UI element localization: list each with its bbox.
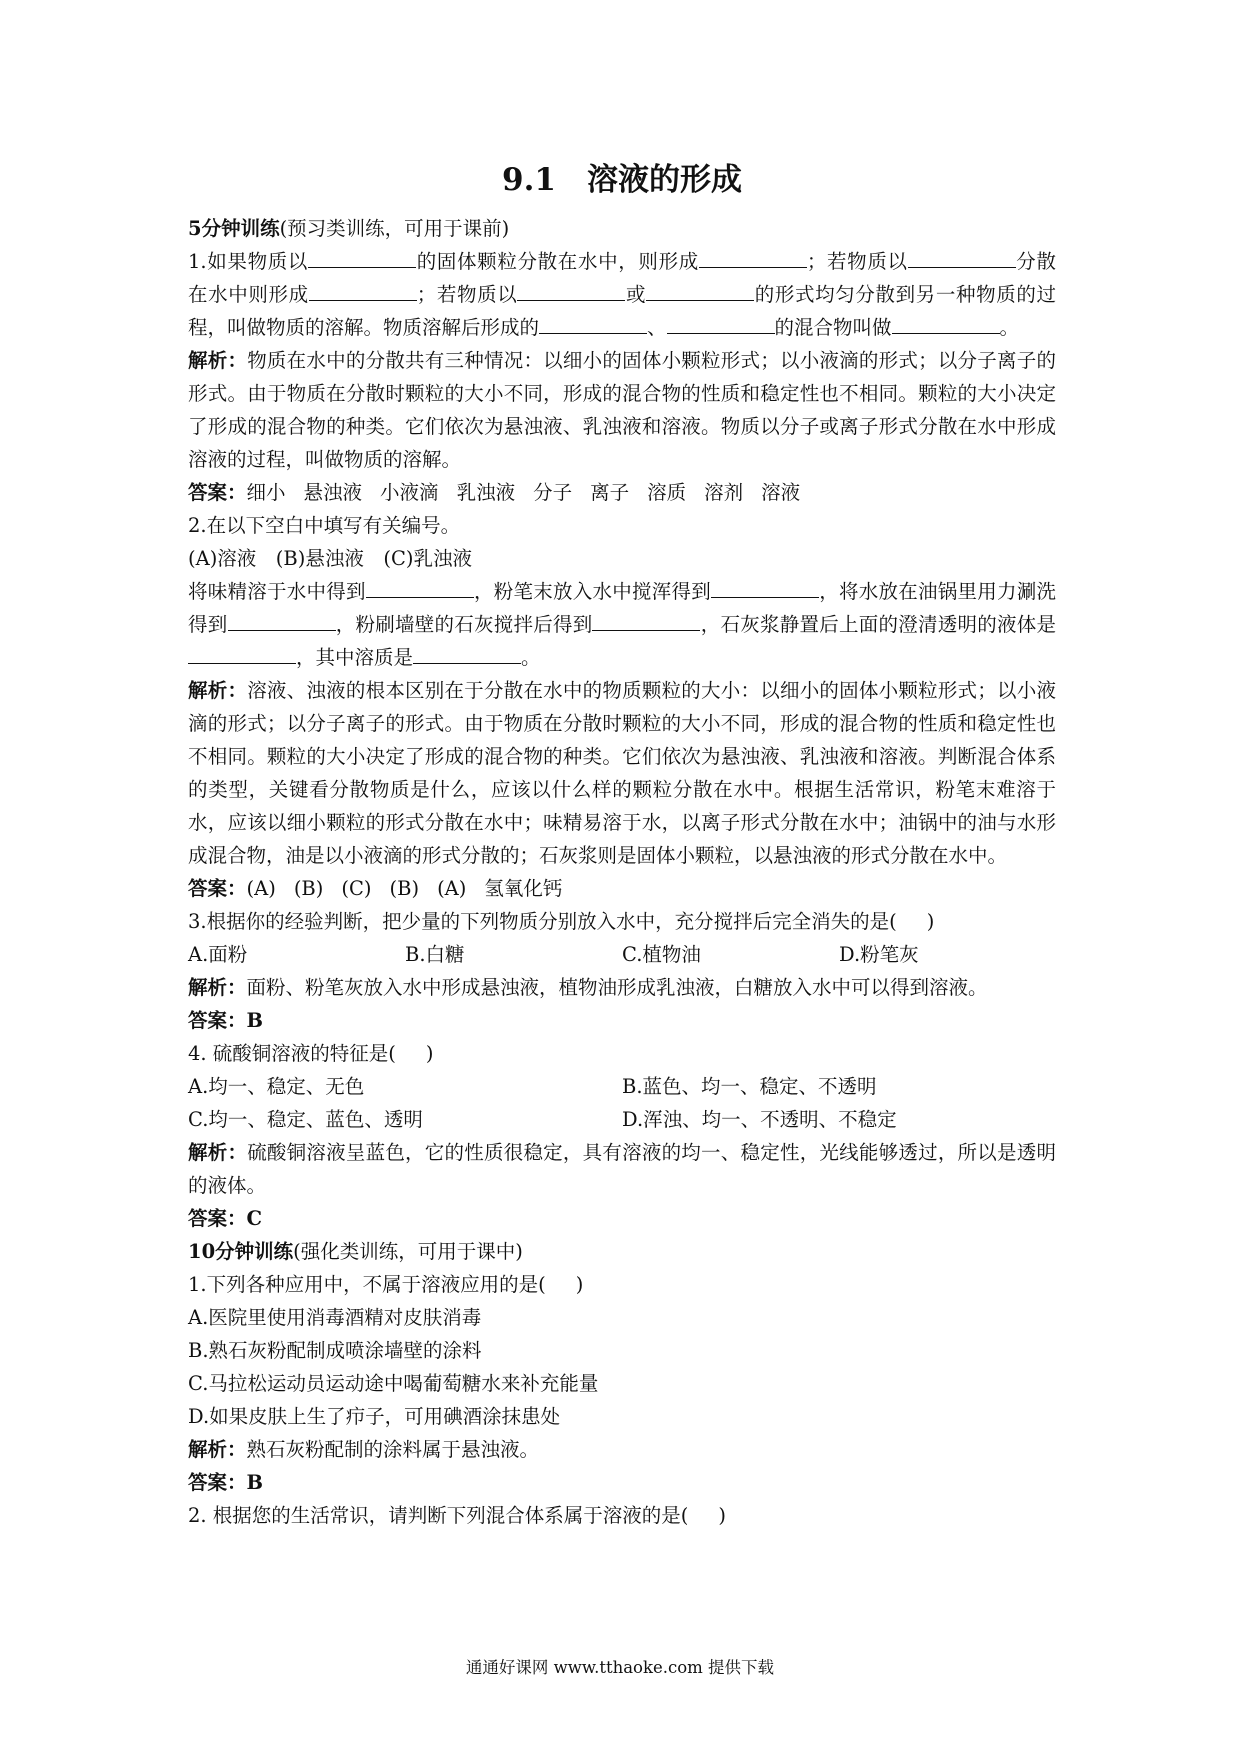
option-d: D.如果皮肤上生了疖子，可用碘酒涂抹患处 <box>188 1405 561 1428</box>
analysis-2: 解析：溶液、浊液的根本区别在于分散在水中的物质颗粒的大小：以细小的固体小颗粒形式；以小液滴的形式；以分子离子的形式。由于物质在分散时颗粒的大小不同，形成的混合物的性质和稳定性也不相同。颗粒的大小决定了形成的混合物的种类。它们依次为悬浊液、乳浊液和溶液。判断混合体系的类型，关键看分散物质是什么，应该以什么样的颗粒分散在水中。根据生活常识，粉笔末难溶于水，应该以细小颗粒的形式分散在水中；味精易溶于水，以离子形式分散在水中；油锅中的油与水形成混合物，油是以小液滴的形式分散的；石灰浆则是固体小颗粒，以悬浊液的形式分散在水中。 <box>188 679 1056 867</box>
analysis-5: 解析：熟石灰粉配制的涂料属于悬浊液。 <box>188 1438 540 1461</box>
fill-blank <box>309 278 417 301</box>
section-heading-5min: 5分钟训练(预习类训练，可用于课前) <box>188 217 510 240</box>
option-c: C.马拉松运动员运动途中喝葡萄糖水来补充能量 <box>188 1372 599 1395</box>
option-a: A.医院里使用消毒酒精对皮肤消毒 <box>188 1306 482 1329</box>
question-5-stem: 1.下列各种应用中，不属于溶液应用的是( ) <box>188 1273 584 1296</box>
fill-blank <box>188 641 296 664</box>
question-3-options <box>188 938 1056 971</box>
answer-1: 答案：细小 悬浊液 小液滴 乳浊液 分子 离子 溶质 溶剂 溶液 <box>188 481 801 504</box>
answer-4: 答案：C <box>188 1207 263 1230</box>
page-title: 9.1 溶液的形成 <box>502 162 742 198</box>
option-b: B.熟石灰粉配制成喷涂墙壁的涂料 <box>188 1339 482 1362</box>
fill-blank <box>517 278 625 301</box>
question-3-stem: 3.根据你的经验判断，把少量的下列物质分别放入水中，充分搅拌后完全消失的是( ) <box>188 910 935 933</box>
option-b: B.白糖 <box>405 943 465 966</box>
fill-blank <box>539 311 647 334</box>
option-d: D.粉笔灰 <box>839 943 919 966</box>
question-1: 1.如果物质以 的固体颗粒分散在水中，则形成 ；若物质以 分散在水中则形成 ；若物质以 或 的形式均匀分散到另一种物质的过程，叫做物质的溶解。物质溶解后形成的 、 的混合物叫做 。 <box>188 245 1056 344</box>
fill-blank <box>646 278 754 301</box>
page-footer: 通通好课网 www.tthaoke.com 提供下载 <box>465 1658 775 1677</box>
document-body <box>188 158 1056 1532</box>
fill-blank <box>413 641 521 664</box>
fill-blank <box>308 245 416 268</box>
fill-blank <box>711 575 819 598</box>
option-a: A.面粉 <box>188 943 248 966</box>
fill-blank <box>699 245 807 268</box>
fill-blank <box>592 608 700 631</box>
option-b: B.蓝色、均一、稳定、不透明 <box>622 1075 877 1098</box>
question-4-stem: 4. 硫酸铜溶液的特征是( ) <box>188 1042 434 1065</box>
option-c: C.植物油 <box>622 943 701 966</box>
answer-5: 答案：B <box>188 1471 263 1494</box>
option-a: A.均一、稳定、无色 <box>188 1075 365 1098</box>
analysis-1: 解析：物质在水中的分散共有三种情况：以细小的固体小颗粒形式；以小液滴的形式；以分子离子的形式。由于物质在分散时颗粒的大小不同，形成的混合物的性质和稳定性也不相同。颗粒的大小决定了形成的混合物的种类。它们依次为悬浊液、乳浊液和溶液。物质以分子或离子形式分散在水中形成溶液的过程，叫做物质的溶解。 <box>188 349 1056 471</box>
question-6-stem: 2. 根据您的生活常识，请判断下列混合体系属于溶液的是( ) <box>188 1504 727 1527</box>
answer-2: 答案：(A) (B) (C) (B) (A) 氢氧化钙 <box>188 877 563 900</box>
analysis-4: 解析：硫酸铜溶液呈蓝色，它的性质很稳定，具有溶液的均一、稳定性，光线能够透过，所以是透明的液体。 <box>188 1141 1056 1197</box>
fill-blank <box>228 608 336 631</box>
fill-blank <box>908 245 1016 268</box>
fill-blank <box>667 311 775 334</box>
fill-blank <box>892 311 1000 334</box>
analysis-3: 解析：面粉、粉笔灰放入水中形成悬浊液，植物油形成乳浊液，白糖放入水中可以得到溶液。 <box>188 976 988 999</box>
question-2-body: 将味精溶于水中得到 ，粉笔末放入水中搅浑得到 ，将水放在油锅里用力涮洗得到 ，粉刷墙壁的石灰搅拌后得到 ，石灰浆静置后上面的澄清透明的液体是，其中溶质是 。 <box>188 575 1056 674</box>
section-heading-10min: 10分钟训练(强化类训练，可用于课中) <box>188 1240 523 1263</box>
question-4-options <box>188 1070 1056 1136</box>
option-c: C.均一、稳定、蓝色、透明 <box>188 1108 423 1131</box>
fill-blank <box>366 575 474 598</box>
answer-3: 答案：B <box>188 1009 263 1032</box>
option-d: D.浑浊、均一、不透明、不稳定 <box>622 1108 897 1131</box>
question-2-stem: 2.在以下空白中填写有关编号。 <box>188 514 461 537</box>
question-2-options: (A)溶液 (B)悬浊液 (C)乳浊液 <box>188 547 472 570</box>
